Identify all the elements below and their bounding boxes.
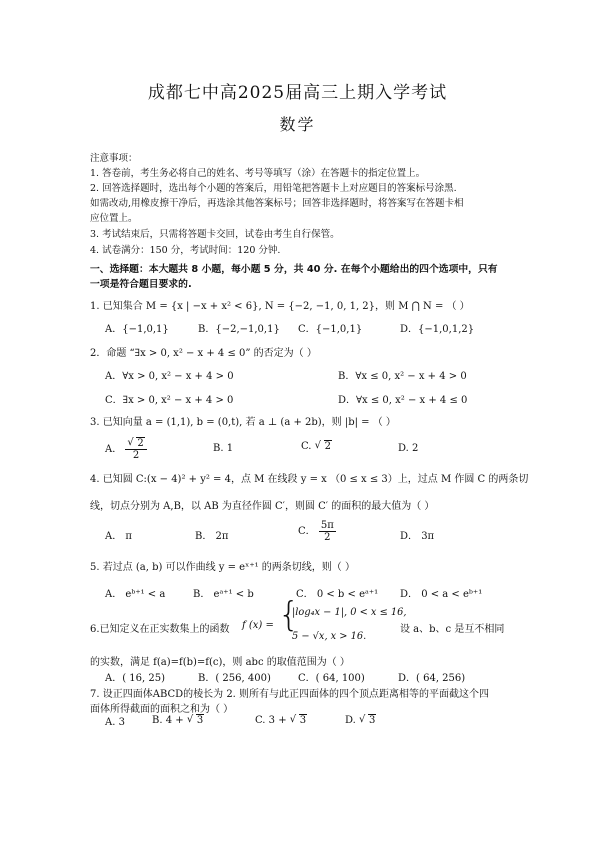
- notes-item-2-cont: 如需改动,用橡皮擦干净后，再选涂其他答案标号；回答非选择题时，将答案写在答题卡相: [90, 198, 464, 209]
- q7-option-d: D. √ 3: [345, 714, 376, 726]
- q6-function-name: f (x) =: [242, 620, 274, 631]
- q4-line2: 线，切点分别为 A,B，以 AB 为直径作圆 C′，则圆 C′ 的面积的最大值为（ ）: [90, 501, 435, 512]
- sqrt-symbol-icon: √ 3: [186, 714, 204, 726]
- q5-option-d: D． 0 < a < eᵇ⁺¹: [400, 589, 483, 600]
- q4-option-c-fraction: $\frac{5\pi}{2}$: [320, 520, 334, 543]
- q1-stem: 1. 已知集合 M = {x | −x + x² < 6}, N = {−2, −1, 0, 1, 2}，则 M ⋂ N = （ ）: [90, 301, 470, 312]
- notes-item-4: 4. 试卷满分：150 分，考试时间：120 分钟.: [90, 245, 281, 256]
- q6-option-a: A．( 16, 25): [105, 673, 166, 684]
- sqrt-symbol-icon: √ 2: [127, 437, 144, 449]
- q4-option-c: C． $\frac{5\pi}{2}$: [298, 520, 334, 543]
- q2-option-c: C．∃x > 0, x² − x + 4 > 0: [105, 395, 234, 406]
- notes-heading: 注意事项：: [90, 153, 138, 164]
- q2-stem: 2．命题 “∃x > 0, x² − x + 4 ≤ 0” 的否定为（ ）: [90, 348, 317, 359]
- q3-option-a-fraction: √ 2 2: [125, 438, 146, 461]
- notes-item-3: 3. 考试结束后，只需将答题卡交回，试卷由考生自行保管。: [90, 229, 340, 240]
- q7-line2: 面体所得截面的面积之和为（ ）: [90, 704, 234, 715]
- q3-option-c: C. √ 2: [301, 440, 332, 452]
- q1-option-a: A．{−1,0,1}: [105, 324, 169, 335]
- q6-line2: 的实数，满足 f(a)=f(b)=f(c)，则 abc 的取值范围为（ ）: [90, 657, 350, 668]
- notes-item-2-end: 应位置上。: [90, 213, 138, 224]
- q7-option-b: B. 4 + √ 3: [152, 714, 204, 726]
- q6-case-1: |log₄x − 1|, 0 < x ≤ 16,: [292, 607, 407, 618]
- q6-case-2: 5 − √x, x > 16.: [292, 631, 367, 642]
- q6-option-c: C．( 64, 100): [298, 673, 365, 684]
- q1-option-c: C．{−1,0,1}: [298, 324, 363, 335]
- q6-option-d: D．( 64, 256): [398, 673, 466, 684]
- q6-brace-icon: {: [278, 595, 300, 635]
- q3-option-a-label: A．: [105, 444, 123, 455]
- exam-title: 成都七中高2025届高三上期入学考试: [147, 83, 448, 103]
- q3-stem: 3. 已知向量 a = (1,1), b = (0,t), 若 a ⊥ (a + 2b)，则 |b| = （ ）: [90, 417, 396, 428]
- q5-option-c: C． 0 < b < eᵃ⁺¹: [296, 589, 379, 600]
- q2-option-b: B．∀x ≤ 0, x² − x + 4 > 0: [338, 371, 467, 382]
- sqrt-symbol-icon: √ 3: [359, 714, 376, 726]
- q4-option-b: B． 2π: [195, 531, 229, 542]
- q7-option-a: A. 3: [105, 717, 125, 728]
- q2-option-a: A．∀x > 0, x² − x + 4 > 0: [105, 371, 234, 382]
- sqrt-symbol-icon: √ 2: [314, 440, 332, 452]
- q1-option-b: B．{−2,−1,0,1}: [198, 324, 280, 335]
- q1-option-d: D．{−1,0,1,2}: [400, 324, 475, 335]
- sqrt-symbol-icon: √ 3: [289, 714, 307, 726]
- q4-line1: 4. 已知圆 C:(x − 4)² + y² = 4，点 M 在线段 y = x （0 ≤ x ≤ 3）上，过点 M 作圆 C 的两条切: [90, 474, 529, 485]
- q7-line1: 7. 设正四面体ABCD的棱长为 2. 则所有与此正四面体的四个顶点距离相等的平面截这个四: [90, 689, 490, 700]
- section-heading-line1: 一、选择题：本大题共 8 小题，每小题 5 分，共 40 分. 在每个小题给出的四个选项中，只有: [90, 264, 498, 275]
- notes-item-1: 1. 答卷前，考生务必将自己的姓名、考号等填写（涂）在答题卡的指定位置上。: [90, 168, 426, 179]
- q7-option-c: C. 3 + √ 3: [255, 714, 307, 726]
- q6-suffix: 设 a、b、c 是互不相同: [400, 624, 505, 635]
- section-heading-line2: 一项是符合题目要求的.: [90, 279, 192, 290]
- notes-item-2: 2. 回答选择题时，选出每个小题的答案后，用铅笔把答题卡上对应题目的答案标号涂黑.: [90, 183, 457, 194]
- q6-prefix: 6.已知定义在正实数集上的函数: [90, 624, 230, 635]
- q3-option-b: B. 1: [213, 443, 234, 454]
- q4-option-a: A． π: [105, 531, 132, 542]
- q3-option-d: D. 2: [398, 443, 419, 454]
- q3-option-a: [105, 438, 147, 461]
- exam-subject: 数学: [279, 115, 316, 134]
- q5-stem: 5. 若过点 (a, b) 可以作曲线 y = eˣ⁺¹ 的两条切线，则（ ）: [90, 562, 355, 573]
- q5-option-b: B． eᵃ⁺¹ < b: [193, 589, 254, 600]
- q2-option-d: D．∀x ≤ 0, x² − x + 4 ≤ 0: [338, 395, 468, 406]
- q5-option-a: A． eᵇ⁺¹ < a: [105, 589, 166, 600]
- q4-option-d: D． 3π: [400, 531, 435, 542]
- q6-option-b: B．( 256, 400): [198, 673, 271, 684]
